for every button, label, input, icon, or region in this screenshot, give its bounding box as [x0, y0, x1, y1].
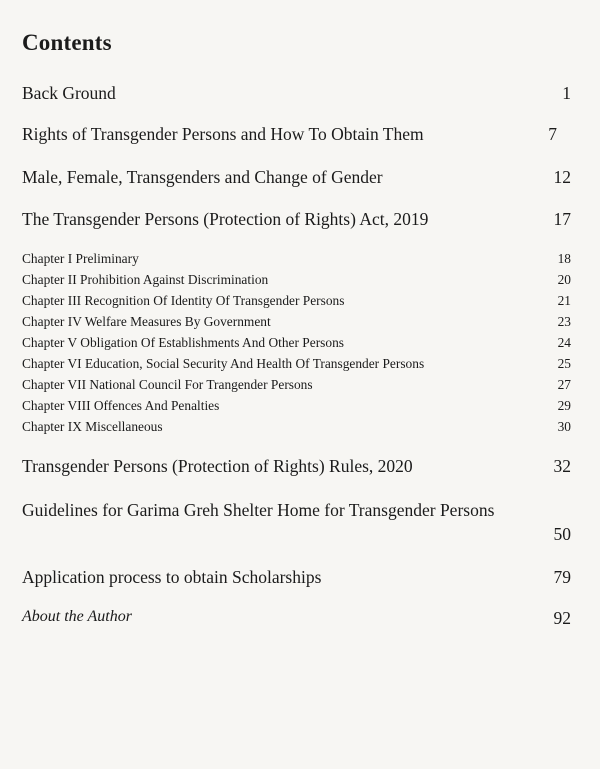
- toc-chapter-page: 20: [557, 272, 571, 287]
- toc-chapter-title: Chapter VIII Offences And Penalties: [22, 398, 220, 413]
- toc-chapter-page: 18: [557, 251, 571, 266]
- toc-chapter-title: Chapter II Prohibition Against Discrimination: [22, 272, 269, 287]
- toc-chapter-page: 24: [557, 335, 571, 350]
- toc-chapter-title: Chapter VII National Council For Trangender Persons: [22, 377, 313, 392]
- toc-entry-page: 92: [553, 608, 571, 628]
- toc-entry-title: Male, Female, Transgenders and Change of Gender: [22, 167, 383, 187]
- toc-chapter-title: Chapter I Preliminary: [22, 251, 139, 266]
- toc-entry-title: The Transgender Persons (Protection of Rights) Act, 2019: [22, 209, 429, 229]
- toc-entry-title: Guidelines for Garima Greh Shelter Home for Transgender Persons: [22, 500, 495, 520]
- toc-entry-page: 7: [548, 124, 557, 144]
- toc-chapter-title: Chapter VI Education, Social Security And Health Of Transgender Persons: [22, 356, 425, 371]
- toc-chapter-title: Chapter III Recognition Of Identity Of Transgender Persons: [22, 293, 345, 308]
- toc-entry-title: Rights of Transgender Persons and How To Obtain Them: [22, 124, 424, 144]
- toc-chapter-page: 23: [557, 314, 571, 329]
- toc-entry-page: 17: [553, 209, 571, 229]
- toc-entry-page: 79: [553, 567, 571, 587]
- toc-entry-page: 1: [562, 83, 571, 103]
- toc-chapter-page: 21: [557, 293, 571, 308]
- toc-chapter-title: Chapter V Obligation Of Establishments And Other Persons: [22, 335, 344, 350]
- toc-chapter-page: 29: [557, 398, 571, 413]
- toc-chapter-page: 25: [557, 356, 571, 371]
- toc-chapter-page: 27: [557, 377, 571, 392]
- toc-entry-page: 50: [553, 524, 571, 544]
- toc-entry-title: About the Author: [22, 608, 132, 625]
- toc-entry-page: 32: [553, 456, 571, 476]
- toc-chapter-title: Chapter IX Miscellaneous: [22, 419, 163, 434]
- toc-entry-title: Transgender Persons (Protection of Rights) Rules, 2020: [22, 456, 413, 476]
- toc-entry-title: Application process to obtain Scholarships: [22, 567, 322, 587]
- toc-entry-title: Back Ground: [22, 83, 116, 103]
- toc-chapter-title: Chapter IV Welfare Measures By Government: [22, 314, 271, 329]
- page-title: Contents: [22, 30, 112, 55]
- toc-chapter-page: 30: [557, 419, 571, 434]
- toc-entry-page: 12: [553, 167, 571, 187]
